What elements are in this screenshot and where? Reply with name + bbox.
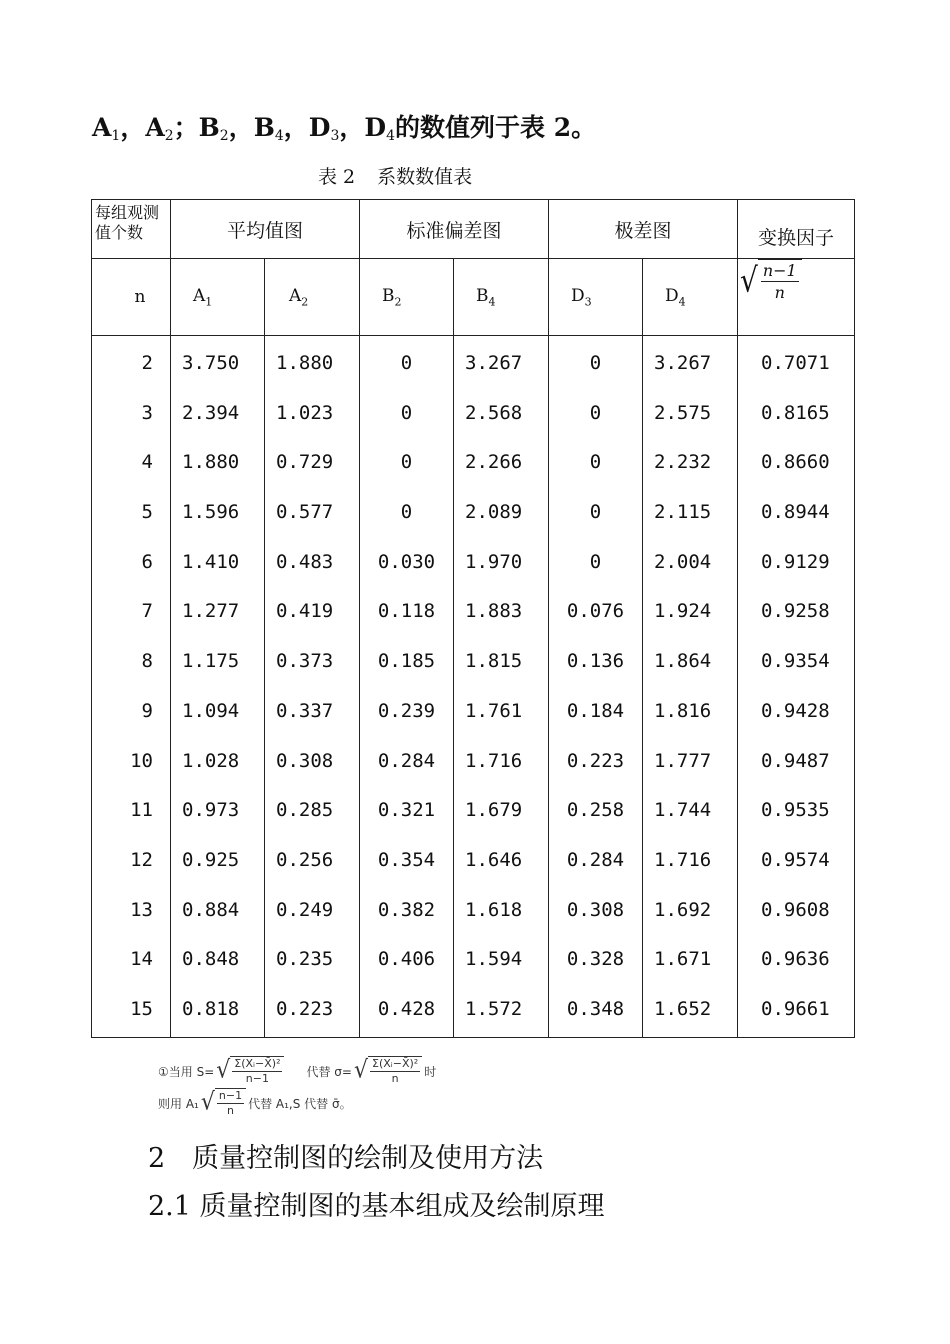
- table-cell: 0.337: [276, 699, 334, 722]
- table-cell: 0.848: [182, 948, 240, 971]
- table-number: 表 2: [318, 166, 356, 188]
- column-b2: [360, 336, 454, 1038]
- table-cell: 1.815: [465, 650, 523, 673]
- footnote-line-1: ①当用 S= √ $\frac{\text{Σ(Xᵢ−X̄)²}}{n-1}$ 代替 σ= √ $\frac{\text{Σ(Xᵢ−X̄)²}}{n}$ 时: [158, 1056, 437, 1085]
- table-cell: 0.382: [377, 898, 436, 921]
- table-cell: 0.9574: [761, 848, 830, 871]
- table-cell: 1.716: [465, 749, 523, 772]
- table-cell: 0: [400, 451, 413, 474]
- header-transform-factor: 变换因子: [738, 200, 855, 259]
- table-cell: 11: [130, 799, 153, 822]
- table-cell: 2.004: [654, 550, 712, 573]
- table-cell: 0.9608: [761, 898, 830, 921]
- table-cell: 2.115: [654, 501, 712, 524]
- symbol-header-row: [92, 259, 855, 336]
- table-cell: 0.308: [566, 898, 625, 921]
- table-cell: 3.750: [182, 352, 240, 374]
- table-cell: 2.266: [465, 451, 523, 474]
- table-cell: 2.394: [182, 401, 240, 424]
- table-cell: 1.692: [654, 898, 712, 921]
- table-cell: 1.761: [465, 699, 523, 722]
- header-a1: $A_1$: [171, 259, 265, 336]
- table-cell: 10: [130, 749, 153, 772]
- table-cell: 13: [130, 898, 153, 921]
- table-cell: 0.223: [276, 997, 334, 1020]
- table-cell: 1.679: [465, 799, 523, 822]
- header-range-chart: 极差图: [549, 200, 738, 259]
- table-cell: 15: [130, 997, 153, 1020]
- table-cell: 0: [589, 352, 602, 374]
- table-cell: 0: [400, 352, 413, 374]
- table-cell: 14: [130, 948, 153, 971]
- table-cell: 0.406: [377, 948, 436, 971]
- table-cell: 3.267: [654, 352, 712, 374]
- sqrt-fraction: √ $\frac{n-1}{n}$: [740, 259, 802, 304]
- table-title: 系数数值表: [377, 166, 473, 188]
- table-cell: 0.9636: [761, 948, 830, 971]
- header-b4: $B_4$: [454, 259, 549, 336]
- column-d4: [643, 336, 738, 1038]
- section-heading-2-1: 2.1 质量控制图的基本组成及绘制原理: [148, 1191, 605, 1222]
- header-std-chart: 标准偏差图: [360, 200, 549, 259]
- table-cell: 8: [141, 650, 153, 673]
- table-cell: 0.258: [566, 799, 625, 822]
- column-n: [92, 336, 171, 1038]
- table-cell: 2.232: [654, 451, 712, 474]
- table-cell: 0.223: [566, 749, 625, 772]
- table-cell: 1.880: [276, 352, 334, 374]
- table-cell: 2.575: [654, 401, 712, 424]
- table-cell: 0.9428: [761, 699, 830, 722]
- table-cell: 0.249: [276, 898, 334, 921]
- header-sqrt-factor: [738, 259, 855, 336]
- column-a2: [265, 336, 360, 1038]
- table-footnote: [158, 1055, 436, 1119]
- table-cell: 0.8944: [761, 501, 830, 524]
- table-cell: 1.970: [465, 550, 523, 573]
- table-cell: 1.652: [654, 997, 712, 1020]
- header-n: n: [92, 259, 171, 336]
- intro-paragraph: $A_1$，$A_2$；$B_2$，$B_4$，$D_3$，$D_4$的数值列于表 2。: [92, 113, 597, 144]
- table-cell: 0.239: [377, 699, 436, 722]
- table-cell: 5: [141, 501, 153, 524]
- table-cell: 0.373: [276, 650, 334, 673]
- table-cell: 3: [141, 401, 153, 424]
- table-cell: 0.9258: [761, 600, 830, 623]
- table-cell: 0.9129: [761, 550, 830, 573]
- coefficient-table: [91, 199, 855, 1038]
- table-cell: 0.328: [566, 948, 625, 971]
- table-cell: 7: [141, 600, 153, 623]
- table-cell: 1.618: [465, 898, 523, 921]
- table-body-row: [92, 336, 855, 1038]
- table-cell: 0.7071: [761, 352, 830, 374]
- column-a1: [171, 336, 265, 1038]
- table-cell: 0.577: [276, 501, 334, 524]
- table-cell: 2: [141, 352, 153, 374]
- table-cell: 0.729: [276, 451, 334, 474]
- table-cell: 0: [589, 501, 602, 524]
- table-cell: 0.284: [377, 749, 436, 772]
- section-heading-2: 2 质量控制图的绘制及使用方法: [148, 1143, 544, 1174]
- table-cell: 0.321: [377, 799, 436, 822]
- table-cell: 0.8660: [761, 451, 830, 474]
- table-cell: 0.184: [566, 699, 625, 722]
- table-cell: 2.568: [465, 401, 523, 424]
- table-cell: 0.9354: [761, 650, 830, 673]
- table-cell: 0.483: [276, 550, 334, 573]
- table-cell: 0: [400, 401, 413, 424]
- header-d4: $D_4$: [643, 259, 738, 336]
- table-cell: 3.267: [465, 352, 523, 374]
- table-cell: 0.9661: [761, 997, 830, 1020]
- header-a2: $A_2$: [265, 259, 360, 336]
- table-cell: 0.284: [566, 848, 625, 871]
- table-cell: 0.076: [566, 600, 625, 623]
- table-cell: 1.883: [465, 600, 523, 623]
- table-cell: 0.884: [182, 898, 240, 921]
- table-cell: 1.816: [654, 699, 712, 722]
- table-cell: 0.973: [182, 799, 240, 822]
- table-cell: 1.880: [182, 451, 240, 474]
- table-cell: 0.428: [377, 997, 436, 1020]
- table-cell: 12: [130, 848, 153, 871]
- table-cell: 1.175: [182, 650, 240, 673]
- table-cell: 0: [400, 501, 413, 524]
- table-cell: 1.094: [182, 699, 240, 722]
- table-cell: 1.716: [654, 848, 712, 871]
- table-cell: 0.285: [276, 799, 334, 822]
- table-caption: [318, 162, 472, 189]
- table-cell: 1.028: [182, 749, 240, 772]
- table-cell: 0: [589, 451, 602, 474]
- column-factor: [738, 336, 855, 1038]
- header-sample-size: 每组观测值个数: [92, 200, 171, 259]
- table-cell: 9: [141, 699, 153, 722]
- table-cell: 1.671: [654, 948, 712, 971]
- table-cell: 0.348: [566, 997, 625, 1020]
- table-cell: 1.596: [182, 501, 240, 524]
- table-cell: 0.818: [182, 997, 240, 1020]
- table-cell: 1.594: [465, 948, 523, 971]
- table-cell: 0.8165: [761, 401, 830, 424]
- header-b2: $B_2$: [360, 259, 454, 336]
- group-header-row: [92, 200, 855, 259]
- table-cell: 0: [589, 550, 602, 573]
- table-cell: 0.235: [276, 948, 334, 971]
- table-cell: 0.136: [566, 650, 625, 673]
- table-cell: 0.9487: [761, 749, 830, 772]
- table-cell: 1.277: [182, 600, 240, 623]
- table-cell: 1.864: [654, 650, 712, 673]
- table-cell: 0.118: [377, 600, 436, 623]
- column-d3: [549, 336, 643, 1038]
- column-b4: [454, 336, 549, 1038]
- table-cell: 0.256: [276, 848, 334, 871]
- table-cell: 1.572: [465, 997, 523, 1020]
- table-cell: 4: [141, 451, 153, 474]
- table-cell: 0.925: [182, 848, 240, 871]
- table-cell: 0.354: [377, 848, 436, 871]
- table-cell: 1.410: [182, 550, 240, 573]
- table-cell: 0.9535: [761, 799, 830, 822]
- table-cell: 0: [589, 401, 602, 424]
- table-cell: 1.646: [465, 848, 523, 871]
- table-cell: 2.089: [465, 501, 523, 524]
- table-cell: 0.030: [377, 550, 436, 573]
- table-cell: 1.023: [276, 401, 334, 424]
- footnote-line-2: 则用 A₁ √ $\frac{n-1}{n}$ 代替 A₁,S 代替 σ̄。: [158, 1088, 352, 1117]
- table-cell: 0.419: [276, 600, 334, 623]
- table-cell: 1.924: [654, 600, 712, 623]
- table-cell: 1.777: [654, 749, 712, 772]
- table-cell: 1.744: [654, 799, 712, 822]
- header-d3: $D_3$: [549, 259, 643, 336]
- table-cell: 0.308: [276, 749, 334, 772]
- header-mean-chart: 平均值图: [171, 200, 360, 259]
- table-cell: 0.185: [377, 650, 436, 673]
- table-cell: 6: [141, 550, 153, 573]
